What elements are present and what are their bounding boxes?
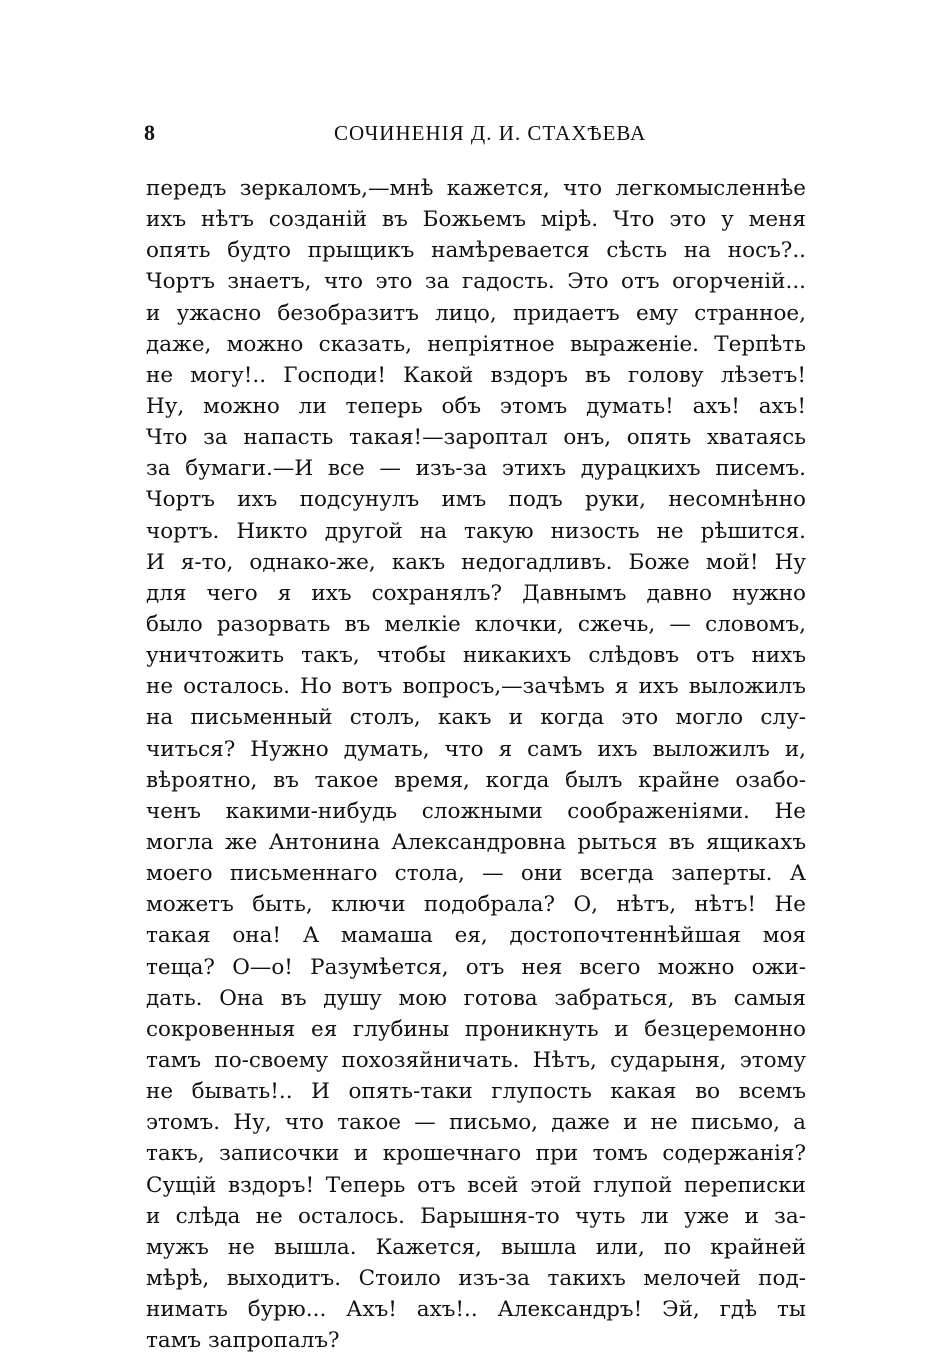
text-line: для чего я ихъ сохранялъ? Давнымъ давно нужно — [146, 580, 806, 606]
text-line: мужъ не вышла. Кажется, вышла или, по крайней — [146, 1234, 806, 1260]
text-line: на письменный столъ, какъ и когда это могло слу- — [146, 705, 806, 731]
text-line: даже, можно сказать, непріятное выраженіе. Терпѣть — [146, 331, 806, 357]
text-line: передъ зеркаломъ,—мнѣ кажется, что легкомысленнѣе — [146, 176, 806, 201]
text-line: моего письменнаго стола, — они всегда заперты. А — [146, 861, 806, 887]
text-line: тамъ запропалъ? — [146, 1328, 340, 1354]
text-line: ихъ нѣтъ созданій въ Божьемъ мірѣ. Что это у меня — [146, 207, 806, 233]
text-line: не могу!.. Господи! Какой вздоръ въ голову лѣзетъ! — [146, 362, 806, 388]
text-line: нимать бурю... Ахъ! ахъ!.. Александръ! Эй, гдѣ ты — [146, 1297, 806, 1323]
text-line: читься? Нужно думать, что я самъ ихъ выложилъ и, — [146, 736, 806, 762]
text-line: тамъ по-своему похозяйничать. Нѣтъ, сударыня, этому — [146, 1047, 806, 1073]
page-number: 8 — [144, 120, 155, 145]
text-line: этомъ. Ну, что такое — письмо, даже и не письмо, а — [146, 1110, 806, 1136]
text-line: такая она! А мамаша ея, достопочтеннѣйшая моя — [146, 923, 806, 949]
text-line: теща? О—о! Разумѣется, отъ нея всего можно ожи- — [146, 954, 806, 980]
text-line: опять будто прыщикъ намѣревается сѣсть на носъ?.. — [146, 238, 806, 264]
text-line: мѣрѣ, выходитъ. Стоило изъ-за такихъ мелочей под- — [146, 1265, 806, 1291]
text-line: И я-то, однако-же, какъ недогадливъ. Боже мой! Ну — [146, 549, 806, 575]
text-line: не бывать!.. И опять-таки глупость какая во всемъ — [146, 1079, 806, 1105]
page-header — [144, 118, 808, 148]
text-line: чортъ. Никто другой на такую низость не рѣшится. — [146, 518, 806, 544]
text-line: ченъ какими-нибудь сложными соображеніями. Не — [146, 798, 806, 824]
text-line: было разорвать въ мелкіе клочки, сжечь, — словомъ, — [146, 611, 806, 637]
text-line: сокровенныя ея глубины проникнуть и безцеремонно — [146, 1016, 806, 1042]
text-line: могла же Антонина Александровна рыться въ ящикахъ — [146, 829, 806, 855]
text-line: не осталось. Но вотъ вопросъ,—зачѣмъ я ихъ выложилъ — [146, 674, 806, 700]
body-text — [146, 173, 806, 1356]
text-line: Чортъ знаетъ, что это за гадость. Это отъ огорченій... — [146, 269, 806, 295]
text-line: и слѣда не осталось. Барышня-то чуть ли уже и за- — [146, 1203, 806, 1229]
text-line: Чортъ ихъ подсунулъ имъ подъ руки, несомнѣнно — [146, 487, 806, 513]
text-line: за бумаги.—И все — изъ-за этихъ дурацкихъ писемъ. — [146, 456, 806, 482]
text-line: уничтожить такъ, чтобы никакихъ слѣдовъ отъ нихъ — [146, 643, 806, 669]
text-line: и ужасно безобразитъ лицо, придаетъ ему странное, — [146, 300, 806, 326]
text-line: Сущій вздоръ! Теперь отъ всей этой глупой переписки — [146, 1172, 806, 1198]
text-line: Ну, можно ли теперь объ этомъ думать! ахъ! ахъ! — [146, 393, 806, 419]
running-title: СОЧИНЕНІЯ Д. И. СТАХѢЕВА — [334, 121, 647, 145]
text-line: можетъ быть, ключи подобрала? О, нѣтъ, нѣтъ! Не — [146, 892, 806, 918]
text-line: Что за напасть такая!—зароптал онъ, опять хватаясь — [146, 425, 806, 451]
text-line: вѣроятно, въ такое время, когда былъ крайне озабо- — [146, 767, 806, 793]
text-line: такъ, записочки и крошечнаго при томъ содержанія? — [146, 1141, 806, 1167]
text-line: дать. Она въ душу мою готова забраться, въ самыя — [146, 985, 806, 1011]
